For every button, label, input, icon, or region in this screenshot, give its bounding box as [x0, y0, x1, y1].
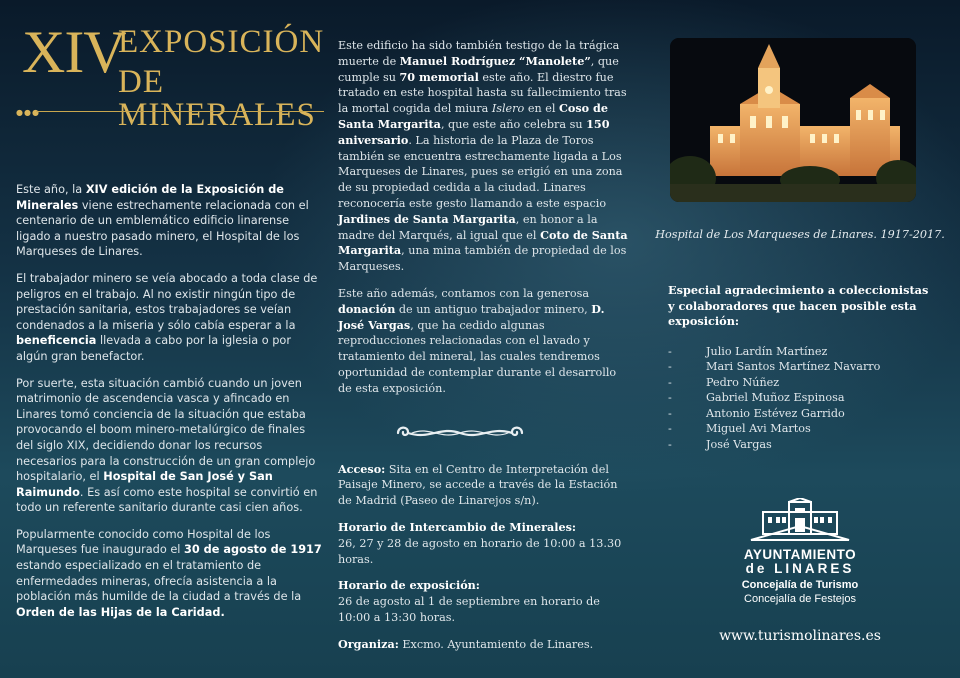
p4-text-a: Popularmente conocido como Hospital de los Marqueses fue inaugurado el: [16, 527, 271, 557]
p6-bold-1: donación: [338, 301, 396, 316]
p5-bold-4: 150 aniversario: [338, 116, 610, 147]
logo-name-line-2: de LINARES: [745, 561, 855, 576]
collaborator-name: José Vargas: [706, 437, 772, 451]
divider-dots-icon: ●●●: [16, 108, 40, 117]
middle-column: [338, 38, 630, 664]
collaborator-name: Julio Lardín Martínez: [706, 344, 828, 358]
organizer-text: Excmo. Ayuntamiento de Linares.: [398, 637, 594, 651]
paragraph-2: [16, 271, 322, 365]
list-dash: -: [668, 422, 672, 435]
p1-text-c: viene estrechamente relacionada con el centenario de un emblemático edificio linarense ligado a nuestro pasado minero, el Hospital de los Marqueses de Linares.: [16, 198, 309, 259]
p6-text-a: Este año además, contamos con la generosa: [338, 286, 590, 300]
collaborators-list: [652, 344, 948, 453]
list-item: [652, 437, 948, 453]
right-column: [652, 38, 948, 644]
website-url: www.turismolinares.es: [719, 628, 881, 644]
logo-department-2: Concejalía de Festejos: [744, 593, 856, 605]
p5-text-g: . La historia de la Plaza de Toros también se encuentra estrechamente ligada a Los Marqueses de Linares, pues se erigió en una zona de su propiedad cedida a la ciudad. Linares reconocería este gesto llamando a este espacio: [338, 133, 623, 210]
p5-text-a: Este edificio ha sido también testigo de la trágica muerte de: [338, 39, 620, 68]
p5-text-d: este año. El diestro fue tratado en este hospital hasta su fallecimiento tras la mortal cogida del miura: [338, 70, 627, 116]
list-item: [652, 359, 948, 375]
p5-bold-2: 70 memorial: [399, 69, 479, 84]
p3-bold-1: Hospital de San José y San Raimundo: [16, 470, 273, 499]
exhibition-title: [16, 19, 325, 133]
list-item: [652, 375, 948, 391]
p2-bold-1: beneficencia: [16, 334, 97, 348]
p5-italic-1: Islero: [491, 102, 525, 116]
intro-text: [16, 182, 322, 620]
title-line-2: DE MINERALES: [118, 64, 316, 133]
p5-text-f: , que este año celebra su: [440, 117, 587, 131]
p2-text-a: El trabajador minero se veía abocado a toda clase de peligros en el trabajo. Al no existir ningún tipo de prestación sanitaria, estos trabajadores se veían condenados a la miseria y sólo cabía esperar a la: [16, 271, 318, 332]
title-divider: [16, 108, 322, 116]
hospital-building-photo: [670, 38, 916, 202]
collaborator-name: Antonio Estévez Garrido: [706, 406, 845, 420]
exchange-hours-text: 26, 27 y 28 de agosto en horario de 10:00 a 13.30 horas.: [338, 536, 622, 566]
left-column: [16, 19, 325, 631]
organizer-label: Organiza:: [338, 636, 399, 651]
p6-text-c: de un antiguo trabajador minero,: [395, 302, 592, 316]
p2-text-c: llevada a cabo por la iglesia o por algún gran benefactor.: [16, 334, 291, 363]
scroll-ornament-icon: [390, 422, 530, 444]
p4-text-c: estando especializado en el tratamiento de enfermedades mineras, ofrecía asistencia a la población más humilde de la ciudad a través de la: [16, 559, 302, 604]
list-item: [652, 406, 948, 422]
acknowledgements-line-1: Especial agradecimiento a coleccionistas: [668, 283, 929, 297]
exchange-hours: [338, 520, 630, 567]
list-dash: -: [668, 406, 672, 420]
paragraph-3: [16, 376, 322, 516]
collaborator-name: Miguel Avi Martos: [706, 422, 811, 435]
exhibition-hours: [338, 578, 630, 625]
p5-bold-5: Jardines de Santa Margarita: [338, 211, 516, 226]
exhibition-hours-text: 26 de agosto al 1 de septiembre en horario de 10:00 a 13:30 horas.: [338, 595, 600, 624]
divider-line: [36, 111, 324, 112]
p3-text-a: Por suerte, esta situación cambió cuando un joven matrimonio de ascendencia vasca y afincado en Linares tomó conciencia de la situación que estaba provocando el boom minero-metalúrgico de finales del siglo XIX, decidiendo donar los recursos necesarios para la construcción de un gran complejo hospitalario, el: [16, 376, 316, 484]
paragraph-1: [16, 182, 322, 260]
paragraph-4: [16, 527, 322, 621]
collaborator-name: Gabriel Muñoz Espinosa: [706, 391, 845, 404]
city-hall-logo-icon: [745, 498, 855, 542]
hospital-building-illustration: [670, 38, 916, 202]
p5-text-e: en el: [524, 102, 559, 116]
p6-bold-2: D. José Vargas: [338, 301, 605, 332]
paragraph-5: [338, 38, 630, 275]
city-hall-logo: [652, 498, 948, 606]
list-item: [652, 421, 948, 437]
exchange-hours-label: Horario de Intercambio de Minerales:: [338, 519, 577, 534]
p5-text-h: , en honor a la madre del Marqués, al igual que el: [338, 212, 598, 242]
p5-text-c: , que cumple su: [338, 54, 619, 84]
list-dash: -: [668, 391, 672, 404]
p5-text-j: , una mina también de propiedad de los Marqueses.: [338, 244, 627, 274]
collaborator-name: Pedro Núñez: [706, 375, 780, 389]
p5-bold-1: Manuel Rodríguez “Manolete”: [399, 53, 591, 68]
logo-name-line-1: AYUNTAMIENTO: [743, 547, 857, 562]
logo-department-1: Concejalía de Turismo: [741, 579, 859, 591]
exhibition-hours-label: Horario de exposición:: [338, 578, 480, 593]
p6-text-d: , que ha cedido algunas reproducciones relacionadas con el lavado y tratamiento del mineral, las cuales tendremos oportunidad de contemplar durante el desarrollo de esta exposición.: [338, 318, 617, 395]
list-item: [652, 390, 948, 406]
acknowledgements-line-2: y colaboradores que hacen posible esta exposición:: [668, 298, 917, 328]
access-info: [338, 462, 630, 509]
p4-bold-2: Orden de las Hijas de la Caridad.: [16, 605, 225, 619]
access-text: Sita en el Centro de Interpretación del Paisaje Minero, se accede a través de la Estación de Madrid (Paseo de Linarejos s/n).: [338, 462, 618, 508]
p5-bold-3: Coso de Santa Margarita: [338, 101, 608, 131]
p5-bold-6: Coto de Santa Margarita: [338, 227, 628, 258]
list-dash: -: [668, 344, 672, 358]
title-numeral: XIV: [22, 19, 126, 85]
collaborator-name: Mari Santos Martínez Navarro: [706, 360, 881, 373]
title-line-1: EXPOSICIÓN: [118, 24, 325, 60]
photo-caption: Hospital de Los Marqueses de Linares. 1917-2017.: [655, 228, 945, 241]
access-label: Acceso:: [338, 461, 386, 476]
list-dash: -: [668, 375, 672, 389]
list-dash: -: [668, 360, 672, 373]
paragraph-6: [338, 286, 630, 397]
list-dash: -: [668, 437, 672, 451]
organizer: [338, 637, 630, 653]
p3-text-c: . Es así como este hospital se convirtió en todo un referente sanitario durante casi cien años.: [16, 485, 318, 515]
p1-bold-1: XIV edición de la Exposición de Minerales: [16, 183, 284, 212]
p1-text-a: Este año, la: [16, 183, 86, 196]
list-item: [652, 344, 948, 360]
acknowledgements-heading: [652, 283, 948, 330]
p4-bold-1: 30 de agosto de 1917: [184, 543, 322, 557]
